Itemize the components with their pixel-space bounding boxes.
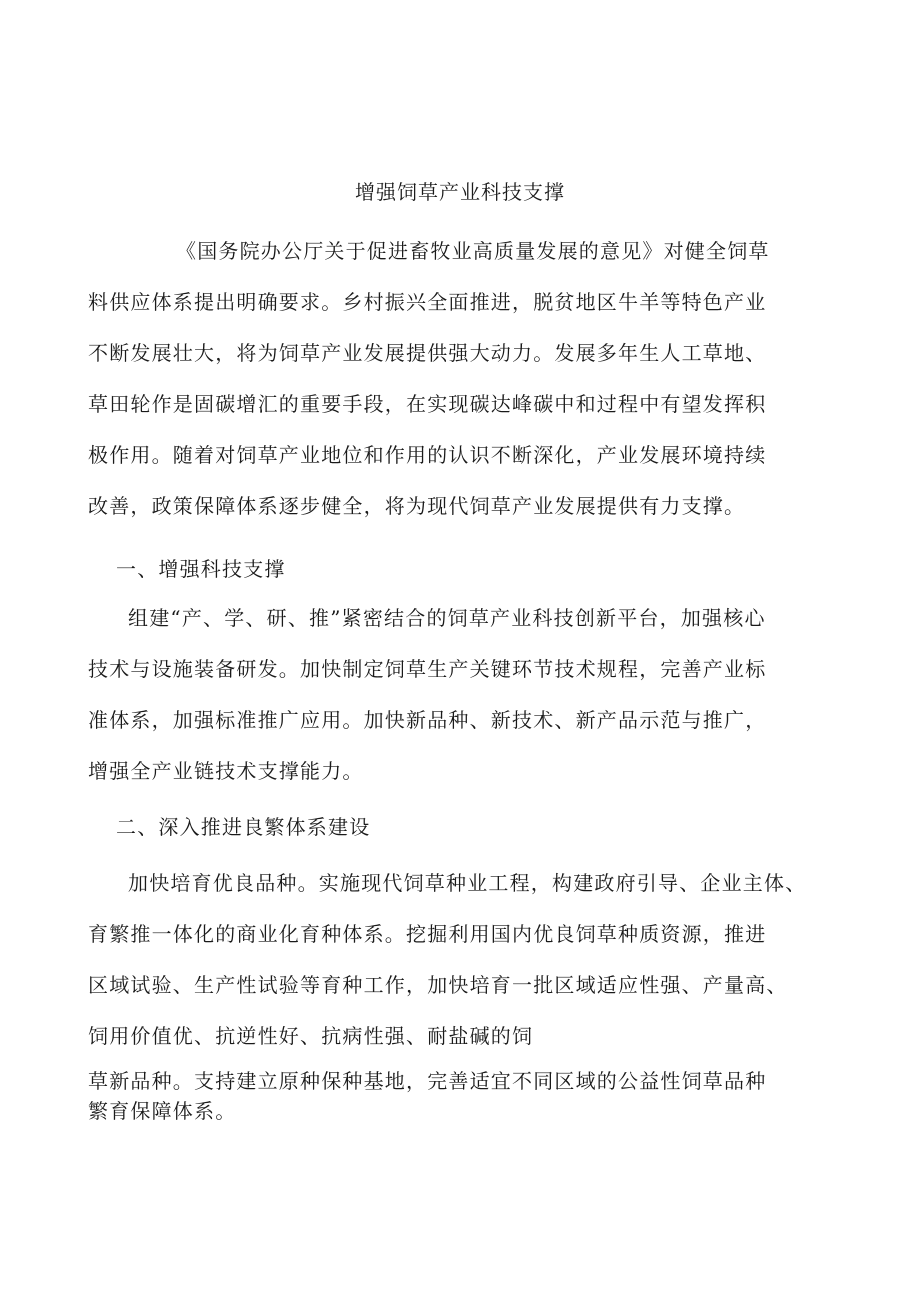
paragraph-line: 不断发展壮大，将为饲草产业发展提供强大动力。发展多年生人工草地、 (88, 341, 767, 365)
paragraph-line: 料供应体系提出明确要求。乡村振兴全面推进，脱贫地区牛羊等特色产业 (88, 290, 767, 314)
paragraph-line: 加快培育优良品种。实施现代饲草种业工程，构建政府引导、企业主体、 (128, 871, 807, 895)
section-heading (88, 802, 848, 853)
paragraph-line: 草新品种。支持建立原种保种基地，完善适宜不同区域的公益性饲草品种 (88, 1069, 767, 1093)
paragraph-line: 准体系，加强标准推广应用。加快新品种、新技术、新产品示范与推广， (88, 708, 767, 732)
paragraph-line: 繁育保障体系。 (88, 1099, 237, 1123)
section2-paragraph-continued (88, 1066, 848, 1126)
paragraph-line: 改善，政策保障体系逐步健全，将为现代饲草产业发展提供有力支撑。 (88, 494, 746, 518)
section-heading-text: 二、深入推进良繁体系建设 (116, 815, 371, 839)
intro-paragraph (88, 226, 848, 532)
paragraph-line: 《国务院办公厅关于促进畜牧业高质量发展的意见》对健全饲草 (176, 239, 770, 263)
paragraph-line: 育繁推一体化的商业化育种体系。挖掘利用国内优良饲草种质资源，推进 (88, 922, 767, 946)
paragraph-line: 技术与设施装备研发。加快制定饲草生产关键环节技术规程，完善产业标 (88, 657, 767, 681)
section-heading-text: 一、增强科技支撑 (116, 557, 286, 581)
section-heading (88, 544, 848, 595)
paragraph-line: 草田轮作是固碳增汇的重要手段，在实现碳达峰碳中和过程中有望发挥积 (88, 392, 767, 416)
paragraph-line: 组建“产、学、研、推”紧密结合的饲草产业科技创新平台，加强核心 (128, 606, 766, 630)
section2-paragraph (88, 858, 848, 1062)
paragraph-line: 极作用。随着对饲草产业地位和作用的认识不断深化，产业发展环境持续 (88, 443, 767, 467)
paragraph-line: 饲用价值优、抗逆性好、抗病性强、耐盐碱的饲 (88, 1024, 534, 1048)
section1-paragraph (88, 593, 848, 797)
paragraph-line: 增强全产业链技术支撑能力。 (88, 759, 364, 783)
paragraph-line: 区域试验、生产性试验等育种工作，加快培育一批区域适应性强、产量高、 (88, 973, 788, 997)
document-title: 增强饲草产业科技支撑 (355, 180, 565, 204)
